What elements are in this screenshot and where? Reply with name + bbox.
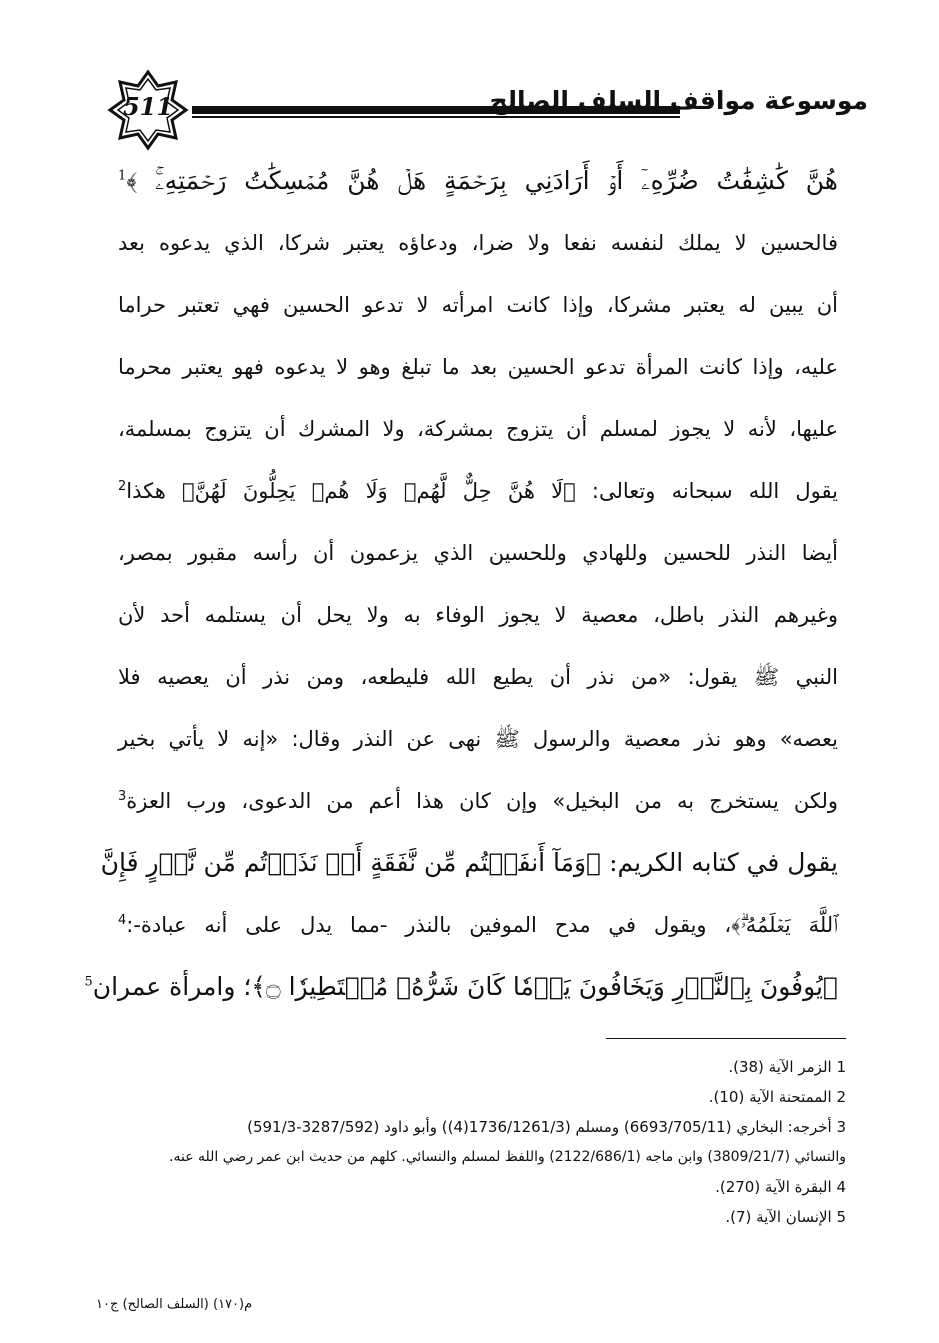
footnote: 1 الزمر الآية (38). [728, 1058, 846, 1076]
text-line [118, 584, 838, 646]
footnote-ref: 1 [118, 168, 127, 184]
footnote: 3 أخرجه: البخاري (6693/705/11) ومسلم (1736/1261/3(4)) وأبو داود (3287/592-591/3) [247, 1118, 846, 1136]
signature-mark: م(١٧٠) (السلف الصالح) ج١٠ [96, 1297, 253, 1312]
line-text: هُنَّ كَٰشِفَٰتُ ضُرِّهِۦٓ أَوۡ أَرَادَنِي بِرَحۡمَةٍ هَلۡ هُنَّ مُمۡسِكَٰتُ رَحۡمَتِهِۦۚ ﴾ [126, 166, 838, 195]
footnote-continuation: والنسائي (3809/21/7) وابن ماجه (2122/686/1) واللفظ لمسلم والنسائي. كلهم من حديث ابن عمر رضي الله عنه. [169, 1149, 846, 1165]
line-text: يعصه» وهو نذر معصية والرسول ﷺ نهى عن النذر وقال: «إنه لا يأتي بخير [118, 727, 838, 751]
page-number-badge [108, 70, 188, 150]
line-text: النبي ﷺ يقول: «من نذر أن يطيع الله فليطعه، ومن نذر أن يعصيه فلا [118, 665, 838, 689]
footnote-ref: 3 [118, 789, 127, 804]
text-line [84, 956, 838, 1018]
text-line [118, 460, 838, 522]
footnote-divider [606, 1038, 846, 1039]
page-header [108, 70, 868, 150]
text-line [118, 770, 838, 832]
footnote-ref: 5 [84, 974, 93, 990]
text-line [118, 150, 838, 212]
text-line [118, 646, 838, 708]
footnote-ref: 4 [118, 913, 127, 928]
footnote: 4 البقرة الآية (270). [715, 1178, 846, 1196]
text-line [118, 212, 838, 274]
text-line [100, 832, 838, 894]
line-text: يقول الله سبحانه وتعالى: ﴿لَا هُنَّ حِلٌّ لَّهُمۡ وَلَا هُمۡ يَحِلُّونَ لَهُنَّ﴾ هكذا [126, 479, 838, 503]
line-text: عليها، لأنه لا يجوز لمسلم أن يتزوج بمشركة، ولا المشرك أن يتزوج بمسلمة، [118, 417, 838, 441]
page-number: 511 [122, 92, 174, 121]
line-text: يقول في كتابه الكريم: ﴿وَمَآ أَنفَقۡتُم مِّن نَّفَقَةٍ أَوۡ نَذَرۡتُم مِّن نَّذۡرٍ فَإِنَّ [100, 848, 838, 877]
text-line [118, 894, 838, 956]
text-line [118, 522, 838, 584]
line-text: أيضا النذر للحسين وللهادي وللحسين الذي يزعمون أن رأسه مقبور بمصر، [118, 541, 838, 565]
footnote-ref: 2 [118, 479, 127, 494]
running-title: موسوعة مواقف السلف الصالح [489, 86, 868, 115]
text-line [118, 708, 838, 770]
line-text: أن يبين له يعتبر مشركا، وإذا كانت امرأته لا تدعو الحسين فهي تعتبر حراما [118, 293, 838, 317]
line-text: عليه، وإذا كانت المرأة تدعو الحسين بعد ما تبلغ وهو لا يدعوه فهو يعتبر محرما [118, 355, 838, 379]
text-line [118, 336, 838, 398]
main-text [84, 150, 838, 1018]
line-text: فالحسين لا يملك لنفسه نفعا ولا ضرا، ودعاؤه يعتبر شركا، الذي يدعوه بعد [118, 231, 838, 255]
line-text: وغيرهم النذر باطل، معصية لا يجوز الوفاء به ولا يحل أن يستلمه أحد لأن [118, 603, 838, 627]
footnotes [118, 1052, 846, 1232]
line-text: ﴿يُوفُونَ بِٱلنَّذۡرِ وَيَخَافُونَ يَوۡمٗا كَانَ شَرُّهُۥ مُسۡتَطِيرٗا ۝﴾؛ وامرأة عمران [92, 972, 838, 1001]
text-line [118, 398, 838, 460]
line-text: ولكن يستخرج به من البخيل» وإن كان هذا أعم من الدعوى، ورب العزة [126, 789, 838, 813]
line-text: ٱللَّهَ يَعۡلَمُهُۥۗ﴾، ويقول في مدح الموفين بالنذر -مما يدل على أنه عبادة-: [126, 913, 838, 937]
text-line [118, 274, 838, 336]
footnote: 2 الممتحنة الآية (10). [708, 1088, 846, 1106]
footnote: 5 الإنسان الآية (7). [725, 1208, 846, 1226]
